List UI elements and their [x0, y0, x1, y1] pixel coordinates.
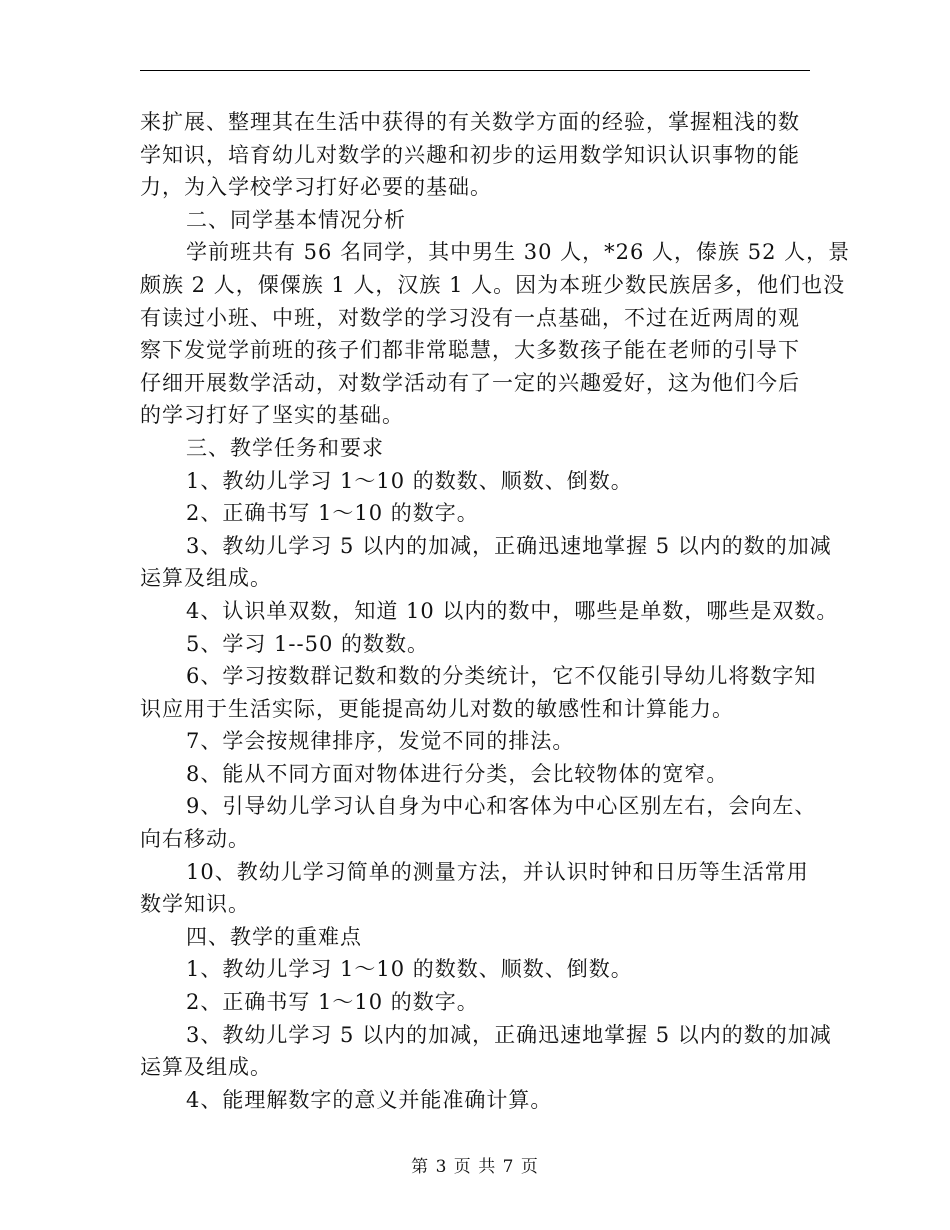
text-line: 运算及组成。 — [140, 1055, 272, 1080]
text-line: 有读过小班、中班，对数学的学习没有一点基础，不过在近两周的观 — [140, 305, 800, 330]
list-item: 2、正确书写 1～10 的数字。 — [186, 990, 479, 1015]
list-item: 3、教幼儿学习 5 以内的加减，正确迅速地掌握 5 以内的数的加减 — [186, 1022, 832, 1047]
text-line: 仔细开展数学活动，对数学活动有了一定的兴趣爱好，这为他们今后 — [140, 370, 800, 395]
text-line: 颇族 2 人，傈僳族 1 人，汉族 1 人。因为本班少数民族居多，他们也没 — [140, 272, 846, 297]
list-item: 3、教幼儿学习 5 以内的加减，正确迅速地掌握 5 以内的数的加减 — [186, 533, 832, 558]
text-line: 来扩展、整理其在生活中获得的有关数学方面的经验，掌握粗浅的数 — [140, 110, 800, 134]
text-line: 力，为入学校学习打好必要的基础。 — [140, 175, 492, 200]
list-item: 2、正确书写 1～10 的数字。 — [186, 501, 479, 526]
list-item: 1、教幼儿学习 1～10 的数数、顺数、倒数。 — [186, 957, 633, 982]
list-item: 1、教幼儿学习 1～10 的数数、顺数、倒数。 — [186, 468, 633, 493]
header-rule — [140, 70, 810, 71]
text-line: 学前班共有 56 名同学，其中男生 30 人，*26 人，傣族 52 人，景 — [186, 240, 851, 265]
section-heading: 二、同学基本情况分析 — [186, 207, 406, 232]
page-number-footer: 第 3 页 共 7 页 — [411, 1157, 539, 1177]
text-line: 的学习打好了坚实的基础。 — [140, 403, 404, 428]
document-body — [140, 106, 851, 1116]
list-item: 8、能从不同方面对物体进行分类，会比较物体的宽窄。 — [186, 761, 729, 786]
list-item: 7、学会按规律排序，发觉不同的排法。 — [186, 729, 575, 754]
text-line: 学知识，培育幼儿对数学的兴趣和初步的运用数学知识认识事物的能 — [140, 142, 800, 167]
section-heading: 三、教学任务和要求 — [186, 435, 384, 460]
list-item: 10、教幼儿学习简单的测量方法，并认识时钟和日历等生活常用 — [186, 859, 809, 884]
list-item: 4、能理解数字的意义并能准确计算。 — [186, 1087, 553, 1112]
list-item: 5、学习 1--50 的数数。 — [186, 631, 429, 656]
text-line: 识应用于生活实际，更能提高幼儿对数的敏感性和计算能力。 — [140, 696, 734, 721]
text-line: 察下发觉学前班的孩子们都非常聪慧，大多数孩子能在老师的引导下 — [140, 338, 800, 363]
list-item: 6、学习按数群记数和数的分类统计，它不仅能引导幼儿将数字知 — [186, 664, 817, 689]
text-line: 运算及组成。 — [140, 566, 272, 591]
text-line: 向右移动。 — [140, 827, 250, 852]
list-item: 9、引导幼儿学习认自身为中心和客体为中心区别左右，会向左、 — [186, 794, 817, 819]
list-item: 4、认识单双数，知道 10 以内的数中，哪些是单数，哪些是双数。 — [186, 598, 839, 623]
section-heading: 四、教学的重难点 — [186, 924, 362, 949]
text-line: 数学知识。 — [140, 892, 250, 917]
